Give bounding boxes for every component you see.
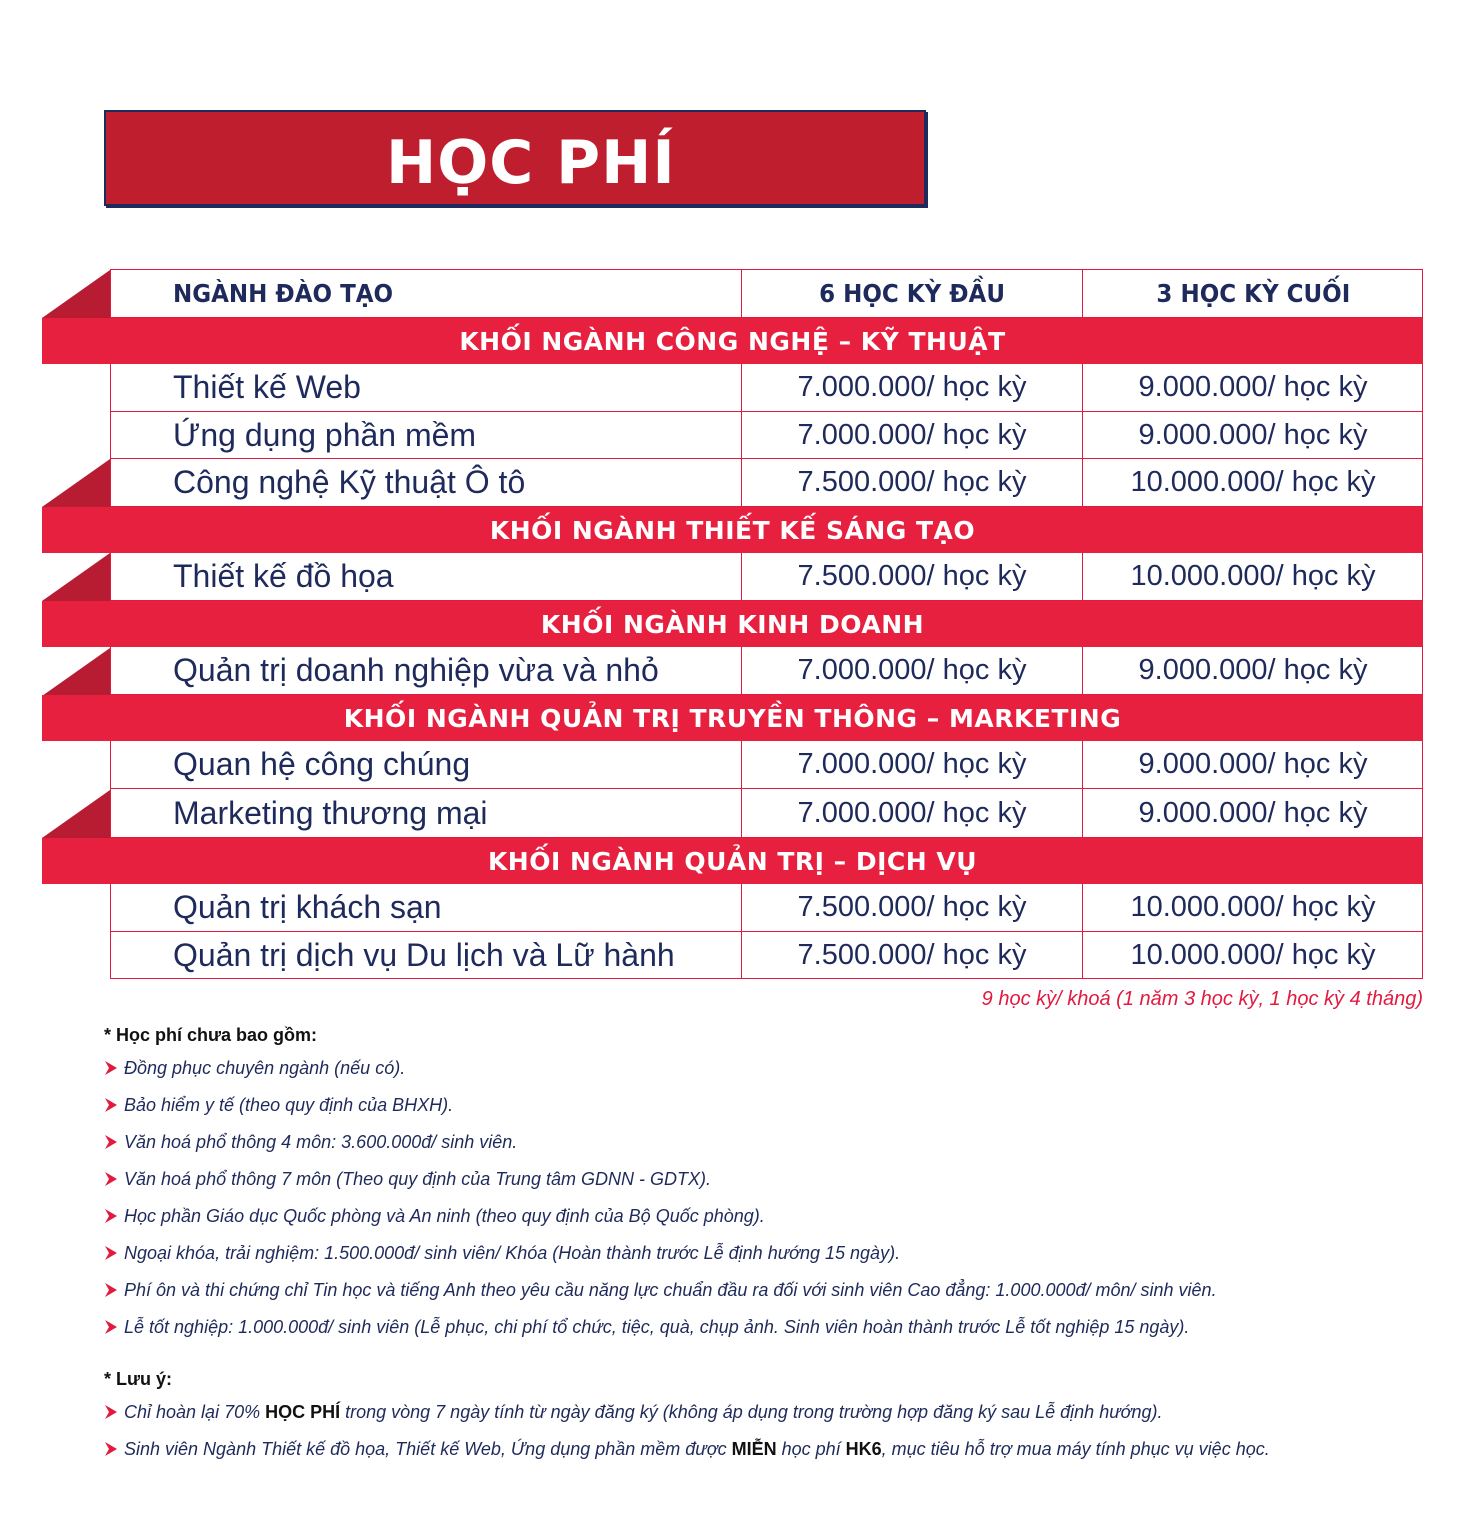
table-row [110,789,1423,838]
group-band [42,507,1423,553]
fee-last: 10.000.000/ học kỳ [1130,466,1376,498]
chevron-right-icon [104,1246,118,1260]
chevron-right-icon [104,1283,118,1297]
group-title: KHỐI NGÀNH CÔNG NGHỆ – KỸ THUẬT [459,326,1006,356]
ribbon-fold-icon [42,648,110,696]
major-name: Thiết kế Web [173,369,361,405]
fee-first: 7.500.000/ học kỳ [797,938,1027,971]
group-title: KHỐI NGÀNH QUẢN TRỊ TRUYỀN THÔNG – MARKETING [343,703,1122,733]
list-item: Lễ tốt nghiệp: 1.000.000đ/ sinh viên (Lễ phục, chi phí tổ chức, tiệc, quà, chụp ảnh. Sinh viên hoàn thành trước Lễ tốt nghiệp 15 ngày). [104,1309,1444,1346]
ribbon-fold-icon [42,459,110,507]
list-item: Sinh viên Ngành Thiết kế đồ họa, Thiết kế Web, Ứng dụng phần mềm được MIỄN học phí HK6, mục tiêu hỗ trợ mua máy tính phục vụ việc học. [104,1431,1444,1468]
fee-first: 7.500.000/ học kỳ [797,466,1027,498]
chevron-right-icon [104,1135,118,1149]
table-row [110,884,1423,932]
table-row [110,459,1423,507]
major-name: Thiết kế đồ họa [173,558,394,594]
group-band [42,601,1423,647]
table-row [110,647,1423,695]
ribbon-fold-icon [42,790,110,838]
major-name: Quản trị dịch vụ Du lịch và Lữ hành [173,936,675,973]
excluded-heading: * Học phí chưa bao gồm: [104,1025,318,1045]
chevron-right-icon [104,1172,118,1186]
fee-first: 7.000.000/ học kỳ [797,371,1027,403]
header-cell-major: NGÀNH ĐÀO TẠO [111,270,742,317]
chevron-right-icon [104,1209,118,1223]
list-item: Ngoại khóa, trải nghiệm: 1.500.000đ/ sinh viên/ Khóa (Hoàn thành trước Lễ định hướng 15 ngày). [104,1235,1444,1272]
chevron-right-icon [104,1098,118,1112]
fee-last: 9.000.000/ học kỳ [1138,371,1368,403]
ribbon-fold-icon [42,553,110,601]
table-row [110,741,1423,789]
list-item: Đồng phục chuyên ngành (nếu có). [104,1050,1444,1087]
fee-first: 7.000.000/ học kỳ [797,796,1027,829]
fee-last: 9.000.000/ học kỳ [1138,418,1368,451]
chevron-right-icon [104,1320,118,1334]
major-name: Marketing thương mại [173,794,488,831]
table-row [110,412,1423,459]
header-cell-first-semesters: 6 HỌC KỲ ĐẦU [742,270,1083,317]
fee-first: 7.500.000/ học kỳ [797,891,1027,923]
list-item: Chỉ hoàn lại 70% HỌC PHÍ trong vòng 7 ngày tính từ ngày đăng ký (không áp dụng trong trường hợp đăng ký sau Lễ định hướng). [104,1394,1444,1431]
list-item: Bảo hiểm y tế (theo quy định của BHXH). [104,1087,1444,1124]
fee-first: 7.000.000/ học kỳ [797,654,1027,686]
fee-first: 7.000.000/ học kỳ [797,748,1027,780]
chevron-right-icon [104,1405,118,1419]
fee-last: 10.000.000/ học kỳ [1130,938,1376,971]
page-title: HỌC PHÍ [386,128,676,198]
table-footnote: 9 học kỳ/ khoá (1 năm 3 học kỳ, 1 học kỳ 4 tháng) [981,988,1423,1010]
group-band [42,695,1423,741]
fee-last: 9.000.000/ học kỳ [1138,796,1368,829]
ribbon-fold-icon [42,270,110,318]
remarks-heading: * Lưu ý: [104,1369,173,1389]
list-item: Học phần Giáo dục Quốc phòng và An ninh (theo quy định của Bộ Quốc phòng). [104,1198,1444,1235]
table-header-row [110,269,1423,318]
chevron-right-icon [104,1061,118,1075]
major-name: Ứng dụng phần mềm [173,416,477,453]
fee-first: 7.000.000/ học kỳ [797,418,1027,451]
major-name: Công nghệ Kỹ thuật Ô tô [173,464,526,500]
major-name: Quản trị doanh nghiệp vừa và nhỏ [173,652,659,688]
fee-last: 9.000.000/ học kỳ [1138,748,1368,780]
major-name: Quan hệ công chúng [173,746,471,782]
fee-first: 7.500.000/ học kỳ [797,560,1027,592]
group-title: KHỐI NGÀNH QUẢN TRỊ – DỊCH VỤ [487,846,978,876]
header-cell-last-semesters: 3 HỌC KỲ CUỐI [1156,279,1350,308]
list-item: Văn hoá phổ thông 4 môn: 3.600.000đ/ sinh viên. [104,1124,1444,1161]
group-title: KHỐI NGÀNH THIẾT KẾ SÁNG TẠO [489,515,976,545]
list-item: Phí ôn và thi chứng chỉ Tin học và tiếng Anh theo yêu cầu năng lực chuẩn đầu ra đối với sinh viên Cao đẳng: 1.000.000đ/ môn/ sinh viên. [104,1272,1444,1309]
fee-last: 9.000.000/ học kỳ [1138,654,1368,686]
group-band [42,318,1423,364]
group-title: KHỐI NGÀNH KINH DOANH [540,609,925,639]
fee-last: 10.000.000/ học kỳ [1130,560,1376,592]
chevron-right-icon [104,1442,118,1456]
fee-last: 10.000.000/ học kỳ [1130,891,1376,923]
notes-section [104,1016,1444,1468]
major-name: Quản trị khách sạn [173,889,442,925]
group-band [42,838,1423,884]
table-row [110,364,1423,412]
table-row [110,932,1423,979]
list-item: Văn hoá phổ thông 7 môn (Theo quy định của Trung tâm GDNN - GDTX). [104,1161,1444,1198]
table-row [110,553,1423,601]
